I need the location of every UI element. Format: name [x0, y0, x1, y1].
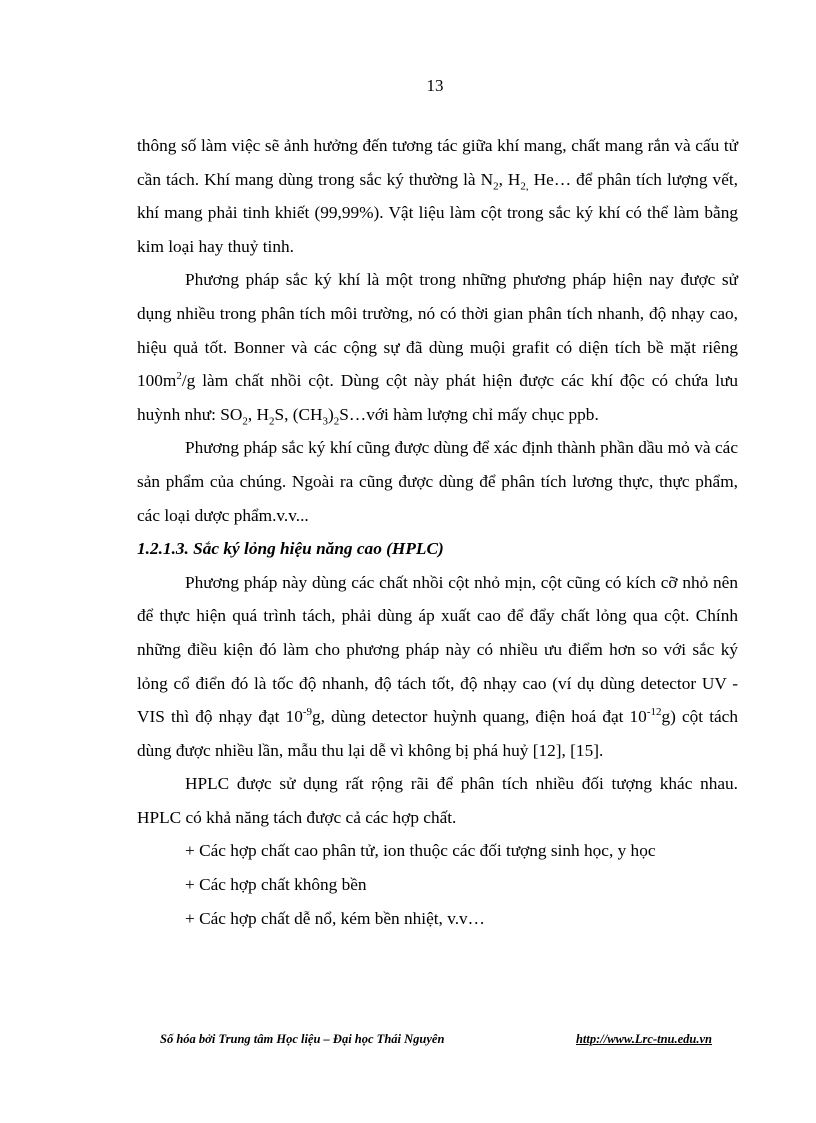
paragraph-hplc-usage: HPLC được sử dụng rất rộng rãi để phân tích nhiều đối tượng khác nhau. HPLC có khả năng tách được cả các hợp chất. — [137, 774, 738, 827]
document-body — [137, 129, 738, 935]
paragraph-gas-carrier: thông số làm việc sẽ ảnh hưởng đến tương tác giữa khí mang, chất mang rắn và cấu tử cần tách. Khí mang dùng trong sắc ký thường là $N_2$, $H_{2,}$ He… để phân tích lượng vết, khí mang phải tinh khiết (99,99%). Vật liệu làm cột trong sắc ký khí có thể làm bằng kim loại hay thuỷ tinh. — [137, 136, 738, 256]
list-item: + Các hợp chất cao phân tử, ion thuộc các đối tượng sinh học, y học — [185, 841, 656, 861]
list-item: + Các hợp chất dễ nổ, kém bền nhiệt, v.v… — [185, 908, 485, 928]
paragraph-hplc-method: Phương pháp này dùng các chất nhồi cột nhỏ mịn, cột cũng có kích cỡ nhỏ nên để thực hiện quá trình tách, phải dùng áp xuất cao để đẩy chất lỏng qua cột. Chính những điều kiện đó làm cho phương pháp này có nhiều ưu điểm hơn so với sắc ký lỏng cổ điển đó là tốc độ nhanh, độ tách tốt, độ nhạy cao (ví dụ dùng detector UV - VIS thì độ nhạy đạt $10^{-9}g$, dùng detector huỳnh quang, điện hoá đạt $10^{-12}g$) cột tách dùng được nhiều lần, mẫu thu lại dễ vì không bị phá huỷ [12], [15]. — [137, 572, 738, 760]
footer-credit: Số hóa bởi Trung tâm Học liệu – Đại học Thái Nguyên — [160, 1032, 445, 1046]
page-number: 13 — [426, 76, 444, 95]
footer-link[interactable]: http://www.Lrc-tnu.edu.vn — [575, 1032, 712, 1046]
section-heading-hplc: 1.2.1.3. Sắc ký lỏng hiệu năng cao (HPLC) — [137, 539, 444, 559]
paragraph-gas-chromatography: Phương pháp sắc ký khí là một trong những phương pháp hiện nay được sử dụng nhiều trong phân tích môi trường, nó có thời gian phân tích nhanh, độ nhạy cao, hiệu quả tốt. Bonner và các cộng sự đã dùng muội grafit có diện tích bề mặt riêng $100m^2/g$ làm chất nhồi cột. Dùng cột này phát hiện được các khí độc có chứa lưu huỳnh như: $SO_2$, $H_2S$, $(CH_3)_2S\dots với$ hàm lượng chỉ mấy chục ppb. — [137, 270, 738, 428]
list-item: + Các hợp chất không bền — [185, 875, 367, 895]
paragraph-petroleum: Phương pháp sắc ký khí cũng được dùng để xác định thành phần dầu mỏ và các sản phẩm của chúng. Ngoài ra cũng được dùng để phân tích lương thực, thực phẩm, các loại dược phẩm.v.v... — [137, 438, 738, 525]
